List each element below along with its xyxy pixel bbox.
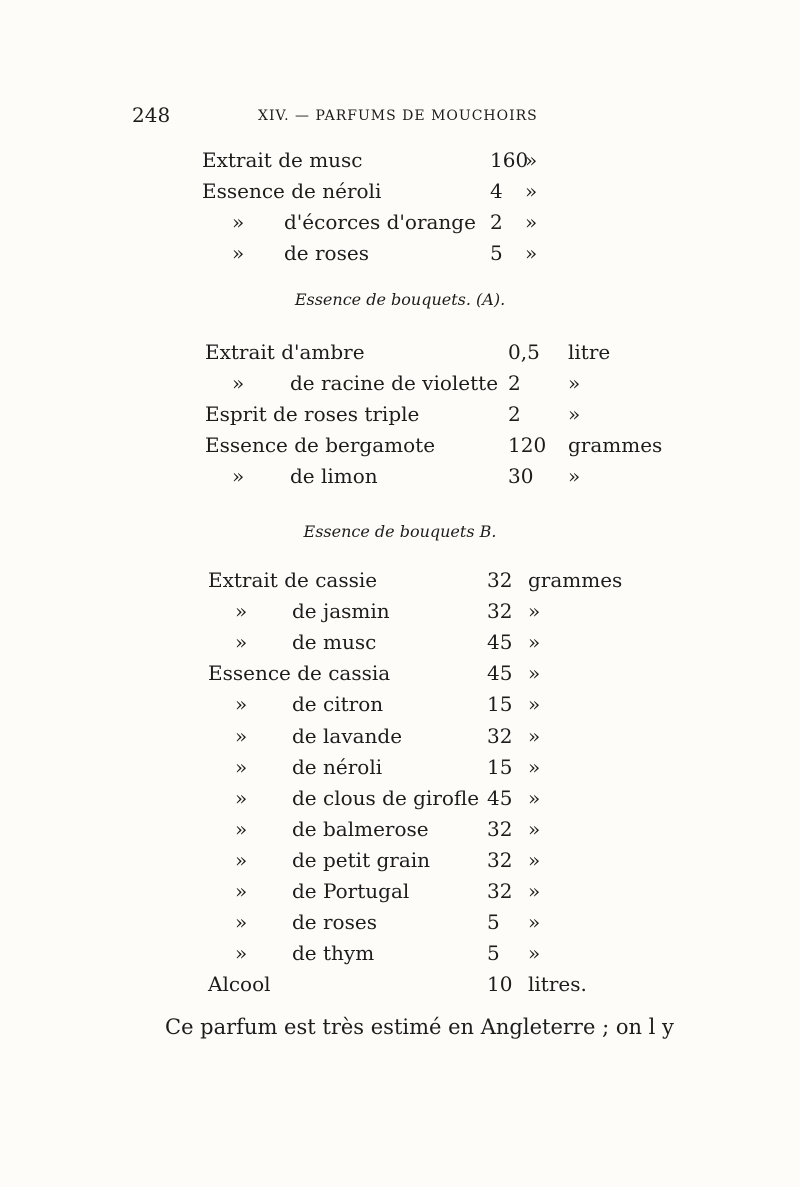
recipe-row [0,724,800,754]
unit: grammes [528,568,623,592]
unit: » [528,941,541,966]
unit: » [568,371,581,395]
quantity: 10 [487,972,513,997]
recipe-row [0,630,800,660]
ditto-mark: » [235,847,248,872]
recipe-row [0,179,800,209]
quantity: 32 [487,568,513,592]
ditto-mark: » [235,630,248,655]
unit: » [528,910,541,935]
ingredient-name: Extrait de musc [202,148,363,172]
ingredient-name: de jasmin [292,599,390,624]
quantity: 45 [487,785,513,810]
quantity: 5 [490,241,503,265]
recipe-row [0,755,800,785]
ingredient-name: Essence de néroli [202,179,382,203]
ingredient-name: de roses [292,910,377,935]
unit: » [528,692,541,717]
ingredient-name: de petit grain [292,847,431,872]
ingredient-name: Alcool [208,972,271,997]
quantity: 32 [487,816,513,841]
ditto-mark: » [235,692,248,717]
unit: grammes [568,433,663,457]
unit: » [528,599,541,624]
quantity: 5 [487,910,500,935]
section-heading-a: Essence de bouquets. (A). [294,290,506,309]
recipe-row [0,340,800,370]
quantity: 0,5 [508,340,540,364]
quantity: 4 [490,179,503,203]
ingredient-name: de roses [284,241,369,265]
unit: » [528,847,541,872]
ingredient-name: Essence de bergamote [205,433,436,457]
recipe-row [0,433,800,463]
running-title: XIV. — PARFUMS DE MOUCHOIRS [258,108,538,124]
recipe-row [0,972,800,1002]
unit: » [528,879,541,903]
unit: » [528,630,541,655]
ditto-mark: » [235,816,248,841]
ingredient-name: Extrait d'ambre [205,340,365,364]
quantity: 15 [487,754,513,779]
recipe-row [0,661,800,691]
quantity: 15 [487,692,513,717]
quantity: 32 [487,847,513,872]
unit: » [525,179,538,203]
unit: » [528,723,541,748]
unit: » [528,661,541,686]
quantity: 5 [487,941,500,966]
ingredient-name: de clous de girofle [292,785,480,810]
ditto-mark: » [232,241,245,265]
recipe-row [0,210,800,240]
unit: litres. [528,972,587,997]
ditto-mark: » [232,210,245,234]
quantity: 32 [487,879,513,903]
unit: » [525,241,538,265]
recipe-row [0,817,800,847]
ditto-mark: » [232,371,245,395]
ditto-mark: » [235,785,248,810]
recipe-row [0,786,800,816]
recipe-row [0,848,800,878]
ingredient-name: de néroli [292,754,383,779]
quantity: 2 [508,402,521,426]
ditto-mark: » [232,464,245,488]
ingredient-name: de limon [290,464,378,488]
recipe-row [0,941,800,971]
recipe-row [0,371,800,401]
unit: » [525,210,538,234]
unit: » [528,816,541,841]
ingredient-name: de racine de violette [290,371,499,395]
section-heading-b: Essence de bouquets B. [303,522,497,541]
quantity: 120 [508,433,547,457]
page-header [0,103,800,131]
quantity: 2 [508,371,521,395]
page-number: 248 [132,103,171,127]
ingredient-name: de lavande [292,723,403,748]
ingredient-name: Essence de cassia [208,661,391,686]
ingredient-name: Extrait de cassie [208,568,378,592]
quantity: 32 [487,723,513,748]
ditto-mark: » [235,910,248,935]
ditto-mark: » [235,879,248,903]
recipe-row [0,879,800,909]
recipe-row [0,692,800,722]
ditto-mark: » [235,723,248,748]
quantity: 32 [487,599,513,624]
recipe-row [0,148,800,178]
recipe-row [0,241,800,271]
ditto-mark: » [235,754,248,779]
ingredient-name: de citron [292,692,384,717]
unit: » [525,148,538,172]
unit: » [528,754,541,779]
ingredient-name: de Portugal [292,879,410,903]
recipe-row [0,464,800,494]
quantity: 160 [490,148,529,172]
ditto-mark: » [235,599,248,624]
ingredient-name: de musc [292,630,377,655]
recipe-row [0,599,800,629]
recipe-row [0,402,800,432]
quantity: 30 [508,464,534,488]
quantity: 45 [487,630,513,655]
ditto-mark: » [235,941,248,966]
closing-paragraph: Ce parfum est très estimé en Angleterre ; on l y [165,1015,674,1039]
recipe-row [0,910,800,940]
ingredient-name: de balmerose [292,816,429,841]
unit: » [528,785,541,810]
quantity: 45 [487,661,513,686]
quantity: 2 [490,210,503,234]
ingredient-name: Esprit de roses triple [205,402,420,426]
unit: litre [568,340,611,364]
ingredient-name: de thym [292,941,375,966]
unit: » [568,402,581,426]
unit: » [568,464,581,488]
ingredient-name: d'écorces d'orange [284,210,476,234]
recipe-row [0,568,800,598]
